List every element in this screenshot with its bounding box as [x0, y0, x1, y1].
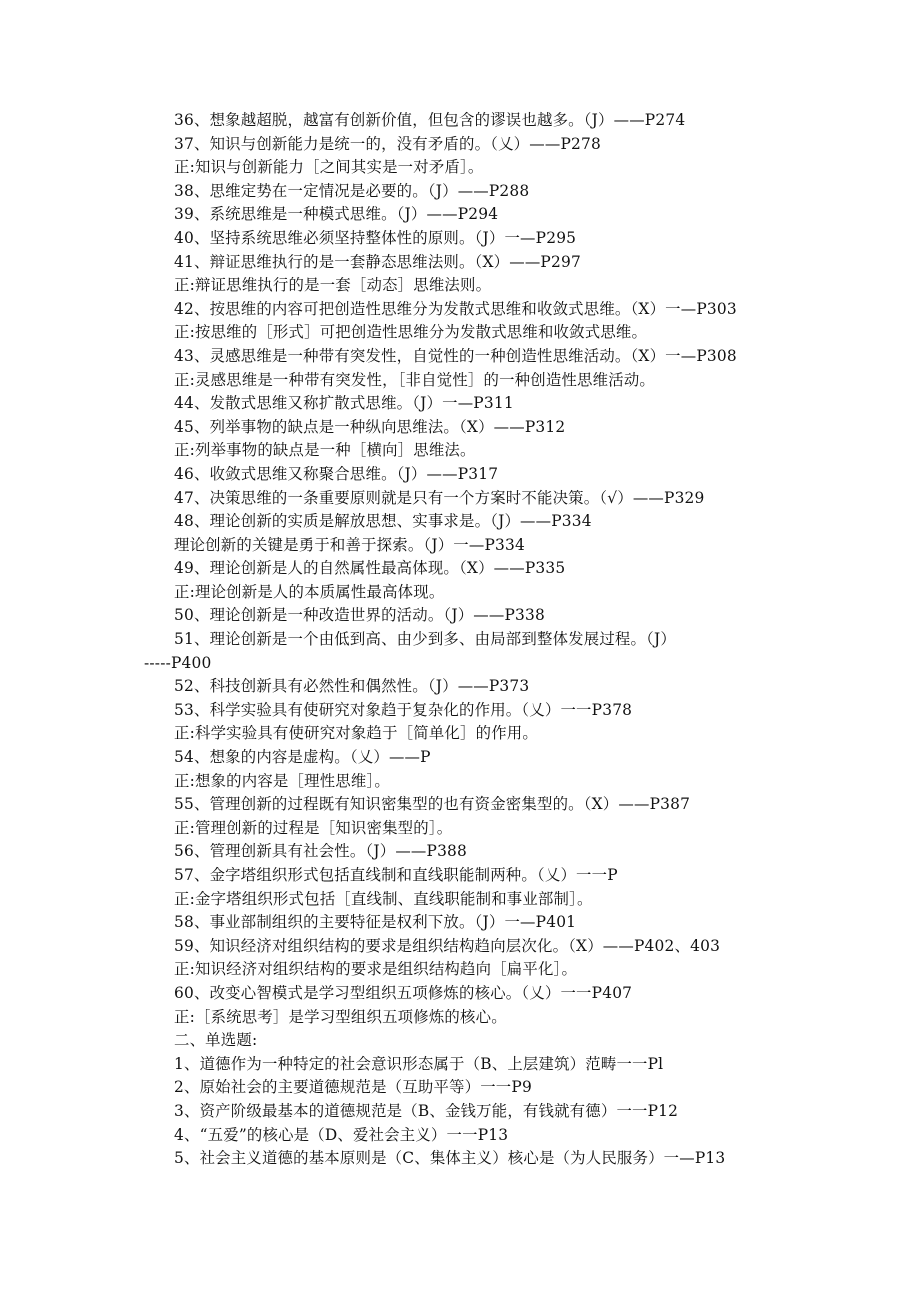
text-line: 38、思维定势在一定情况是必要的。（J）——P288: [174, 181, 530, 200]
text-line: 56、管理创新具有社会性。（J）——P388: [174, 842, 468, 861]
text-line: -----P400: [144, 653, 212, 672]
document-body: [0, 109, 920, 1171]
text-line: 正:想象的内容是［理性思维］。: [174, 771, 390, 790]
text-line: 44、发散式思维又称扩散式思维。（J）一—P311: [174, 394, 514, 413]
text-line: 52、科技创新具有必然性和偶然性。（J）——P373: [174, 677, 530, 696]
text-line: 55、管理创新的过程既有知识密集型的也有资金密集型的。（X）——P387: [174, 795, 691, 814]
text-line: 36、想象越超脱，越富有创新价值，但包含的谬误也越多。（J）——P274: [174, 111, 686, 129]
text-line: 正:按思维的［形式］可把创造性思维分为发散式思维和收敛式思维。: [174, 323, 648, 342]
text-line: 正:科学实验具有使研究对象趋于［简单化］的作用。: [174, 724, 538, 743]
text-line: 49、理论创新是人的自然属性最高体现。（X）——P335: [174, 559, 566, 578]
text-line: 理论创新的关键是勇于和善于探索。（J）一—P334: [174, 535, 526, 554]
text-line: 43、灵感思维是一种带有突发性，自觉性的一种创造性思维活动。（X）一—P308: [174, 346, 737, 365]
text-line: 正:列举事物的缺点是一种［横向］思维法。: [174, 441, 476, 460]
text-line: 50、理论创新是一种改造世界的活动。（J）——P338: [174, 606, 545, 625]
text-line: 42、按思维的内容可把创造性思维分为发散式思维和收敛式思维。（X）一—P303: [174, 299, 737, 318]
text-line: 37、知识与创新能力是统一的，没有矛盾的。（乂）——P278: [174, 134, 601, 153]
text-line: 53、科学实验具有使研究对象趋于复杂化的作用。（乂）一一P378: [174, 700, 633, 719]
text-line: 正:知识经济对组织结构的要求是组织结构趋向［扁平化］。: [174, 960, 578, 979]
text-line: 40、坚持系统思维必须坚持整体性的原则。（J）一—P295: [174, 228, 577, 247]
text-line: 正:金字塔组织形式包括［直线制、直线职能制和事业部制］。: [174, 889, 593, 908]
text-line: 2、原始社会的主要道德规范是（互助平等）一一P9: [174, 1078, 532, 1097]
text-line: 41、辩证思维执行的是一套静态思维法则。（X）——P297: [174, 252, 581, 271]
text-line: 正:理论创新是人的本质属性最高体现。: [174, 582, 445, 601]
text-line: 正:知识与创新能力［之间其实是一对矛盾］。: [174, 158, 484, 177]
text-line: 1、道德作为一种特定的社会意识形态属于（B、上层建筑）范畴一一Pl: [174, 1054, 664, 1073]
text-line: 48、理论创新的实质是解放思想、实事求是。（J）——P334: [174, 512, 592, 531]
text-line: 45、列举事物的缺点是一种纵向思维法。（X）——P312: [174, 417, 566, 436]
text-line: 59、知识经济对组织结构的要求是组织结构趋向层次化。（X）——P402、403: [174, 936, 721, 955]
text-line: 39、系统思维是一种模式思维。（J）——P294: [174, 205, 499, 224]
text-line: 60、改变心智模式是学习型组织五项修炼的核心。（乂）一一P407: [174, 983, 633, 1002]
text-line: 54、想象的内容是虚构。（乂）——P: [174, 748, 431, 767]
text-line: 4、“五爱”的核心是（D、爱社会主义）一一P13: [174, 1125, 509, 1144]
text-line: 57、金字塔组织形式包括直线制和直线职能制两种。（乂）一一P: [174, 866, 618, 884]
text-line: 正:管理创新的过程是［知识密集型的］。: [174, 818, 453, 837]
text-line: 51、理论创新是一个由低到高、由少到多、由局部到整体发展过程。（J）: [174, 630, 676, 649]
text-line: 47、决策思维的一条重要原则就是只有一个方案时不能决策。（√）——P329: [174, 488, 705, 507]
text-line: 正:辩证思维执行的是一套［动态］思维法则。: [174, 276, 492, 295]
text-line: 3、资产阶级最基本的道德规范是（B、金钱万能，有钱就有德）一一P12: [174, 1101, 679, 1120]
text-line: 二、单选题:: [174, 1031, 258, 1050]
text-line: 正:灵感思维是一种带有突发性，［非自觉性］的一种创造性思维活动。: [174, 370, 655, 389]
text-line: 正:［系统思考］是学习型组织五项修炼的核心。: [174, 1007, 507, 1026]
text-line: 5、社会主义道德的基本原则是（C、集体主义）核心是（为人民服务）一—P13: [174, 1149, 726, 1168]
text-line: 46、收敛式思维又称聚合思维。（J）——P317: [174, 464, 499, 483]
text-line: 58、事业部制组织的主要特征是权利下放。（J）一—P401: [174, 913, 577, 932]
